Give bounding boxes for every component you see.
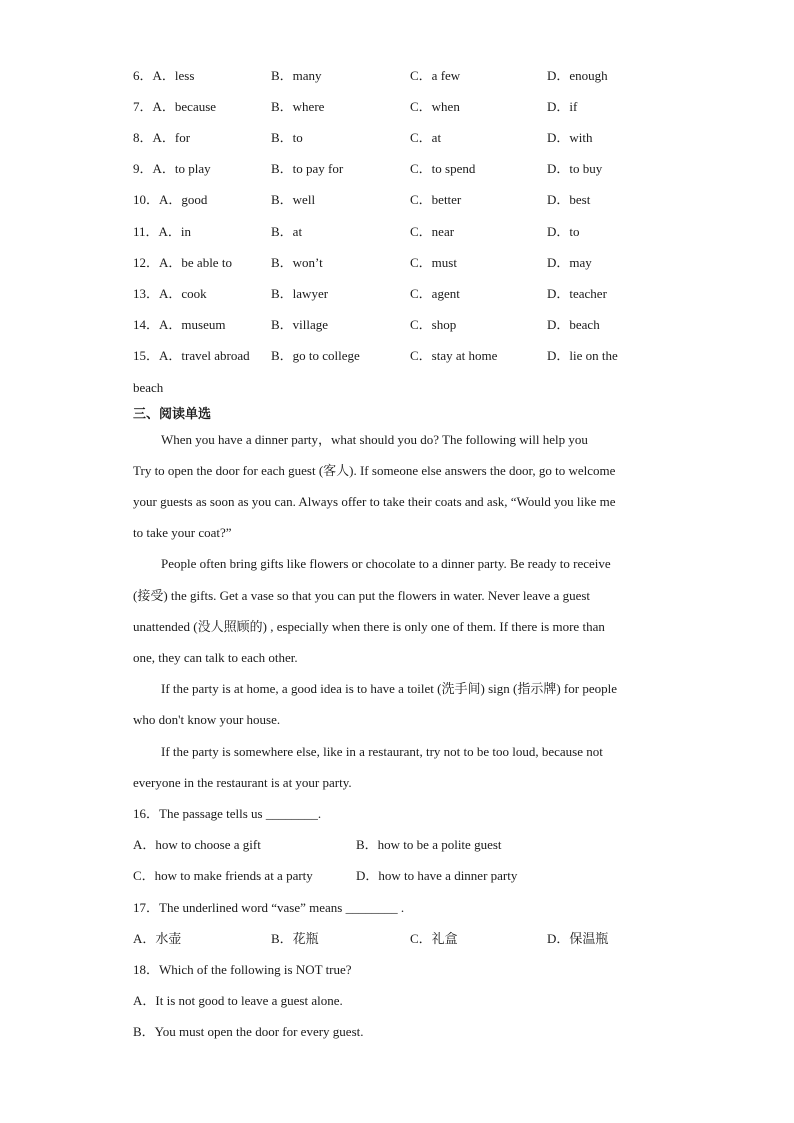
question-17-stem: 17．The underlined word “vase” means ________ . [133, 900, 405, 915]
question-row-12 [133, 253, 663, 273]
option-b: B．village [271, 317, 329, 332]
option-c: C．a few [410, 68, 461, 83]
option-b: B．to [271, 130, 303, 145]
option-a: 9．A．to play [133, 161, 211, 176]
option-a: 10．A．good [133, 192, 208, 207]
option-d: D．best [547, 192, 591, 207]
passage-line: unattended (没人照顾的) , especially when there is only one of them. If there is more than [133, 619, 605, 634]
question-row-9 [133, 159, 663, 179]
option-c: C．how to make friends at a party [133, 868, 313, 883]
option-b: B．花瓶 [271, 931, 319, 946]
option-a: 12．A．be able to [133, 255, 232, 270]
section-title: 三、阅读单选 [133, 406, 212, 421]
option-d-wrap: beach [133, 380, 164, 395]
question-16-options-cd [133, 866, 663, 886]
option-a: 8．A．for [133, 130, 191, 145]
option-a: 14．A．museum [133, 317, 226, 332]
option-d: D．lie on the [547, 348, 618, 363]
option-b: B．won’t [271, 255, 323, 270]
option-c: C．better [410, 192, 462, 207]
passage-line: If the party is at home, a good idea is to have a toilet (洗手间) sign (指示牌) for people [161, 681, 617, 696]
passage-line: who don't know your house. [133, 712, 281, 727]
passage-line: your guests as soon as you can. Always offer to take their coats and ask, “Would you like me [133, 494, 616, 509]
option-a: 13．A．cook [133, 286, 207, 301]
passage-line: everyone in the restaurant is at your party. [133, 775, 352, 790]
option-d: D．to [547, 224, 580, 239]
option-b: B．many [271, 68, 322, 83]
question-18-stem: 18．Which of the following is NOT true? [133, 962, 352, 977]
option-d: D．保温瓶 [547, 931, 609, 946]
option-b: B．where [271, 99, 325, 114]
question-row-6 [133, 66, 663, 86]
option-c: C．to spend [410, 161, 476, 176]
question-17-options [133, 929, 663, 949]
question-row-15 [133, 346, 663, 366]
option-a: A．how to choose a gift [133, 837, 261, 852]
option-a: A．It is not good to leave a guest alone. [133, 993, 343, 1008]
option-b: B．how to be a polite guest [356, 837, 502, 852]
option-c: C．at [410, 130, 442, 145]
option-a: 7．A．because [133, 99, 217, 114]
question-row-11 [133, 222, 663, 242]
option-c: C．when [410, 99, 460, 114]
option-d: D．to buy [547, 161, 603, 176]
question-row-10 [133, 190, 663, 210]
passage-line: If the party is somewhere else, like in a restaurant, try not to be too loud, because not [161, 744, 603, 759]
option-d: D．enough [547, 68, 608, 83]
option-b: B．go to college [271, 348, 360, 363]
option-b: B．well [271, 192, 316, 207]
option-b: B．You must open the door for every guest. [133, 1024, 364, 1039]
option-d: D．if [547, 99, 578, 114]
question-16-options-ab [133, 835, 663, 855]
option-a: 15．A．travel abroad [133, 348, 250, 363]
passage-line: to take your coat?” [133, 525, 232, 540]
option-b: B．lawyer [271, 286, 329, 301]
passage-line: Try to open the door for each guest (客人). If someone else answers the door, go to welcome [133, 463, 616, 478]
option-b: B．at [271, 224, 303, 239]
question-16-stem: 16．The passage tells us ________. [133, 806, 322, 821]
option-c: C．agent [410, 286, 460, 301]
option-d: D．may [547, 255, 592, 270]
option-d: D．beach [547, 317, 600, 332]
question-row-14 [133, 315, 663, 335]
option-a: A．水壶 [133, 931, 182, 946]
option-d: D．with [547, 130, 593, 145]
option-d: D．teacher [547, 286, 607, 301]
option-c: C．shop [410, 317, 457, 332]
passage-line: one, they can talk to each other. [133, 650, 298, 665]
option-a: 11．A．in [133, 224, 192, 239]
passage-line: (接受) the gifts. Get a vase so that you can put the flowers in water. Never leave a guest [133, 588, 591, 603]
question-row-13 [133, 284, 663, 304]
option-c: C．near [410, 224, 455, 239]
option-c: C．礼盒 [410, 931, 458, 946]
option-c: C．stay at home [410, 348, 498, 363]
question-row-7 [133, 97, 663, 117]
passage-line: When you have a dinner party，what should you do? The following will help you [161, 432, 588, 447]
option-a: 6．A．less [133, 68, 195, 83]
option-b: B．to pay for [271, 161, 344, 176]
option-c: C．must [410, 255, 457, 270]
question-row-8 [133, 128, 663, 148]
option-d: D．how to have a dinner party [356, 868, 518, 883]
passage-line: People often bring gifts like flowers or chocolate to a dinner party. Be ready to receive [161, 556, 611, 571]
